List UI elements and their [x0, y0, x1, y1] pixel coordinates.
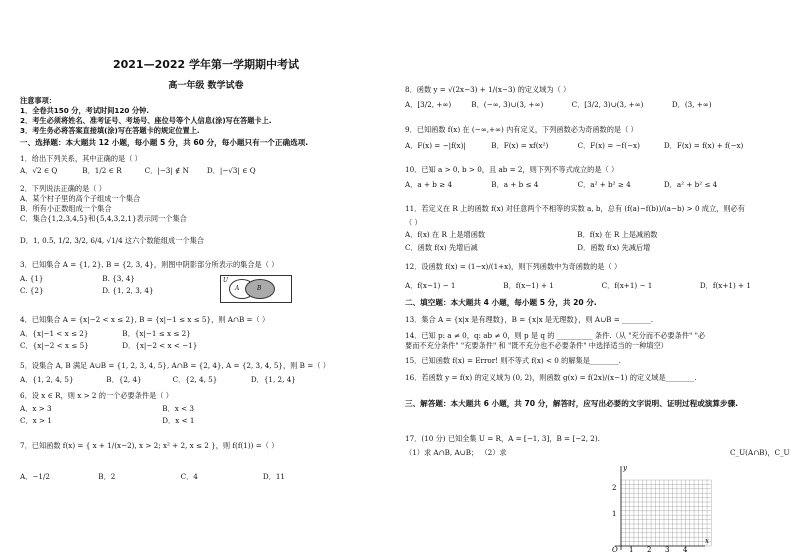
option: C．{2, 4, 5}: [172, 375, 218, 384]
option: A. {1}: [20, 274, 44, 283]
option: C．F(x) = −f(−x): [577, 141, 640, 150]
left-column: [20, 0, 392, 552]
option: A．某个村子里的高个子组成一个集合: [20, 194, 141, 203]
option: B．x < 3: [162, 404, 194, 413]
question-stem: 4．已知集合 A = {x|−2 < x ≤ 2}, B = {x|−1 ≤ x ≤ 5}，则 A∩B =（ ）: [20, 315, 270, 324]
question-stem: 11．若定义在 R 上的函数 f(x) 对任意两个不相等的实数 a, b，总有 (f(a)−f(b))/(a−b) > 0 成立，则必有: [405, 204, 745, 213]
question-stem: 5．设集合 A, B 满足 A∪B = {1, 2, 3, 4, 5}, A∩B = {2, 4}, A = {2, 3, 4, 5}，则 B =（ ）: [20, 361, 330, 370]
option: A．{x|−1 < x ≤ 2}: [20, 329, 89, 338]
question-options: [405, 230, 657, 240]
x-tick-label: 1: [629, 546, 634, 552]
y-tick-label: 1: [612, 510, 617, 518]
question-options: [20, 274, 135, 284]
option: D．11: [262, 472, 285, 481]
notice-heading: 注意事项：: [20, 96, 56, 105]
x-axis-label: x: [705, 537, 709, 545]
option: B．{2, 4}: [106, 375, 142, 384]
option: C．4: [180, 472, 198, 481]
option: D．函数 f(x) 先减后增: [577, 243, 651, 252]
y-axis-label: y: [623, 464, 627, 472]
question-stem: 15．已知函数 f(x) = Error! 则不等式 f(x) < 0 的解集是________.: [405, 356, 621, 365]
question-options: [405, 180, 717, 190]
question-options: [20, 286, 154, 296]
question-options: [20, 166, 256, 176]
option: D．{x|−2 < x < −1}: [122, 341, 198, 350]
option: C．|−3| ∉ N: [144, 166, 189, 175]
question-stem: 10．已知 a > 0, b > 0，且 ab = 2，则下列不等式成立的是（ ）: [405, 165, 619, 174]
question-stem: 12．设函数 f(x) = (1−x)/(1+x)，则下列函数中为奇函数的是（ ）: [405, 262, 622, 271]
option: A．a + b ≥ 4: [405, 180, 453, 189]
option: C．[3/2, 3)∪(3, +∞): [571, 100, 644, 109]
option: C．a² + b² ≥ 4: [577, 180, 631, 189]
question-options: [20, 416, 194, 426]
option: A．x > 3: [20, 404, 52, 413]
question-stem: 1．给出下列关系，其中正确的是（ ）: [20, 154, 142, 163]
venn-diagram: [220, 275, 292, 303]
option: D．f(x+1) + 1: [699, 281, 751, 290]
question-options: [405, 141, 743, 151]
question-options: [20, 472, 285, 482]
option: D．x < 1: [162, 416, 195, 425]
section-heading: 一、选择题：本大题共 12 小题，每小题 5 分，共 60 分，每小题只有一个正确选项.: [20, 138, 309, 147]
x-tick-label: 3: [665, 546, 670, 552]
question-stem: 13．集合 A = {x|x 是有理数}，B = {x|x 是无理数}，则 A∪B = ________.: [405, 315, 654, 324]
question-stem: 3．已知集合 A = {1, 2}, B = {2, 3, 4}，则图中阴影部分所表示的集合是（ ）: [20, 260, 279, 269]
question-subparts: （1）求 A∩B, A∪B； （2）求: [405, 448, 507, 457]
answer-paren: （ ）: [405, 218, 422, 227]
option: C．集合{1,2,3,4,5}和{5,4,3,2,1}表示同一个集合: [20, 214, 187, 223]
option: A．{1, 2, 4, 5}: [20, 375, 74, 384]
option: A．√2 ∈ Q: [20, 166, 58, 175]
option: B．所有小正数组成一个集合: [20, 204, 112, 213]
option: C．f(x+1) − 1: [601, 281, 653, 290]
venn-universe-label: U: [223, 277, 229, 284]
option: D. {1, 2, 3, 4}: [102, 286, 154, 295]
venn-a-label: A: [235, 285, 240, 292]
question-options: [405, 243, 650, 253]
question-options: [20, 375, 296, 385]
question-stem: 7．已知函数 f(x) = { x + 1/(x−2), x > 2; x² + 2, x ≤ 2 }，则 f(f(1)) =（ ）: [20, 441, 279, 450]
option: B．1/2 ∈ R: [82, 166, 122, 175]
question-stem: 6．设 x ∈ R，则 x > 2 的一个必要条件是（ ）: [20, 391, 173, 400]
notice-item: 1．全卷共150 分，考试时间120 分钟.: [20, 106, 149, 115]
exam-title: 2021—2022 学年第一学期期中考试: [112, 58, 300, 71]
venn-b-label: B: [257, 285, 262, 292]
option: C．x > 1: [20, 416, 52, 425]
option: A．F(x) = −|f(x)|: [405, 141, 466, 150]
question-options: [405, 281, 751, 291]
option: B. {3, 4}: [102, 274, 136, 283]
question-options: [20, 329, 191, 339]
question-subparts-tail: C_U(A∩B)，C_U: [730, 448, 790, 457]
option: B．{x|−1 ≤ x ≤ 2}: [122, 329, 191, 338]
question-stem: 8．函数 y = √(2x−3) + 1/(x−3) 的定义域为（ ）: [405, 85, 571, 94]
notice-item: 3．考生务必将答案直接填(涂)写在答题卡的规定位置上.: [20, 126, 200, 135]
option: D．1, 0.5, 1/2, 3/2, 6/4, √1/4 这六个数能组成一个集合: [20, 236, 204, 245]
section-heading: 三、解答题：本大题共 6 小题，共 70 分，解答时，应写出必要的文字说明、证明过程或演算步骤.: [405, 399, 739, 408]
x-tick-label: 4: [683, 546, 688, 552]
option: A．[3/2, +∞): [405, 100, 452, 109]
coordinate-grid-svg: [593, 460, 713, 552]
notice-item: 2．考生必须将姓名、准考证号、考场号、座位号等个人信息(涂)写在答题卡上.: [20, 116, 272, 125]
option: A．f(x) 在 R 上是增函数: [405, 230, 486, 239]
option: C．{x|−2 < x ≤ 5}: [20, 341, 89, 350]
option: B．a + b ≤ 4: [491, 180, 539, 189]
question-options: [405, 100, 712, 110]
option: C. {2}: [20, 286, 44, 295]
origin-label: O: [612, 546, 618, 552]
option: A．f(x−1) − 1: [405, 281, 456, 290]
option: D．a² + b² ≤ 4: [663, 180, 718, 189]
section-heading: 二、填空题：本大题共 4 小题，每小题 5 分，共 20 分.: [405, 298, 597, 307]
option: B．f(x−1) + 1: [503, 281, 554, 290]
option: B．(−∞, 3)∪(3, +∞): [471, 100, 544, 109]
option: C．函数 f(x) 先增后减: [405, 243, 478, 252]
coordinate-grid: [593, 460, 713, 552]
option: A．−1/2: [20, 472, 50, 481]
x-tick-label: 2: [647, 546, 652, 552]
question-options: [20, 341, 197, 351]
question-stem: 2．下列说法正确的是（ ）: [20, 184, 106, 193]
option: B．f(x) 在 R 上是减函数: [577, 230, 658, 239]
question-stem: 9．已知函数 f(x) 在 (−∞,+∞) 内有定义，下列函数必为奇函数的是（ ）: [405, 125, 638, 134]
option: D．F(x) = f(x) + f(−x): [663, 141, 744, 150]
option: D．|−√3| ∈ Q: [206, 166, 256, 175]
option: D．(3, +∞): [671, 100, 712, 109]
question-options: [20, 404, 194, 414]
question-stem-continued: 要而不充分条件" "充要条件" 和 "既不充分也不必要条件" 中选择适当的一种填空）: [405, 341, 668, 350]
question-stem: 16．若函数 y = f(x) 的定义域为 (0, 2)，则函数 g(x) = f(2x)/(x−1) 的定义域是________.: [405, 373, 697, 382]
exam-subtitle: 高一年级 数学试卷: [168, 81, 244, 91]
option: B．F(x) = xf(x²): [491, 141, 549, 150]
y-tick-label: 2: [612, 484, 617, 492]
option: D．{1, 2, 4}: [250, 375, 296, 384]
question-stem: 14．已知 p: a ≠ 0，q: ab ≠ 0，则 p 是 q 的 __________ 条件.（从 "充分而不必要条件" "必: [405, 331, 706, 340]
question-stem: 17．(10 分) 已知全集 U = R，A = [−1, 3]，B = [−2, 2).: [405, 434, 600, 443]
option: B．2: [98, 472, 116, 481]
